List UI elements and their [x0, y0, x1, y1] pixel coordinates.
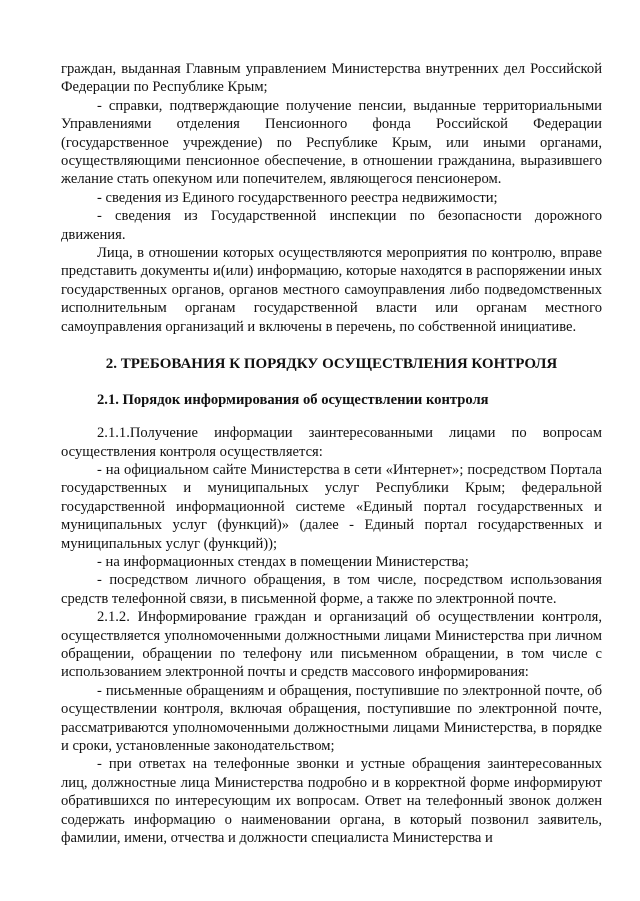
paragraph-pension-certificates: - справки, подтверждающие получение пенсии, выданные территориальными Управлениями отделения Пенсионного фонда Российской Федерации (государственное учреждение) по Республике Крым, или иными органами, осуществляющими пенсионное обеспечение, в отношении гражданина, выразившего желание стать опекуном или попечителем, являющегося пенсионером. — [61, 97, 602, 188]
paragraph-real-estate-registry: - сведения из Единого государственного реестра недвижимости; — [97, 189, 498, 206]
paragraph-written-appeals: - письменные обращениям и обращения, поступившие по электронной почте, об осуществлении контроля, включая обращения, поступившие по электронной почте, рассматриваются уполномоченными должностными лицами Министерства, в порядке и сроки, установленные законодательством; — [61, 682, 602, 754]
paragraph-2-1-1: 2.1.1.Получение информации заинтересованными лицами по вопросам осуществления контроля осуществляется: — [61, 425, 602, 460]
paragraph-2-1-2: 2.1.2. Информирование граждан и организаций об осуществлении контроля, осуществляется уполномоченными должностными лицами Министерства при личном обращении, обращении по телефону или письменном обращении, в том числе с использованием электронной почты и средств массового информирования: — [61, 609, 602, 681]
paragraph-info-stands: - на информационных стендах в помещении Министерства; — [97, 553, 469, 570]
paragraph-personal-appeal: - посредством личного обращения, в том числе, посредством использования средств телефонной связи, в письменной форме, а также по электронной почте. — [61, 572, 602, 607]
paragraph-citizens-passport: граждан, выданная Главным управлением Министерства внутренних дел Российской Федерации по Республике Крым; — [61, 61, 602, 96]
paragraph-traffic-inspection: - сведения из Государственной инспекции по безопасности дорожного движения. — [61, 208, 602, 243]
paragraph-official-website: - на официальном сайте Министерства в сети «Интернет»; посредством Портала государственных и муниципальных услуг Республики Крым; федеральной государственной информационной системе «Единый портал государственных и муниципальных услуг (функций)» (далее - Единый портал государственных и муниципальных услуг (функций)); — [61, 461, 602, 552]
subsection-title: 2.1. Порядок информирования об осуществлении контроля — [97, 392, 489, 409]
spacer — [61, 410, 602, 424]
section-title: 2. ТРЕБОВАНИЯ К ПОРЯДКУ ОСУЩЕСТВЛЕНИЯ КОНТРОЛЯ — [105, 356, 558, 373]
paragraph-phone-answers: - при ответах на телефонные звонки и устные обращения заинтересованных лиц, должностные лица Министерства подробно и в корректной форме информируют обратившихся по интересующим их вопросам. Ответ на телефонный звонок должен содержать информацию о наименовании органа, в который позвонил заявитель, фамилии, имени, отчества и должности специалиста Министерства и — [61, 756, 602, 847]
paragraph-persons-right-to-submit: Лица, в отношении которых осуществляются мероприятия по контролю, вправе представить документы и(или) информацию, которые находятся в распоряжении иных государственных органов, органов местного самоуправления либо подведомственных исполнительным органам государственной власти или органам местного самоуправления организаций и включены в перечень, по собственной инициативе. — [61, 245, 602, 335]
